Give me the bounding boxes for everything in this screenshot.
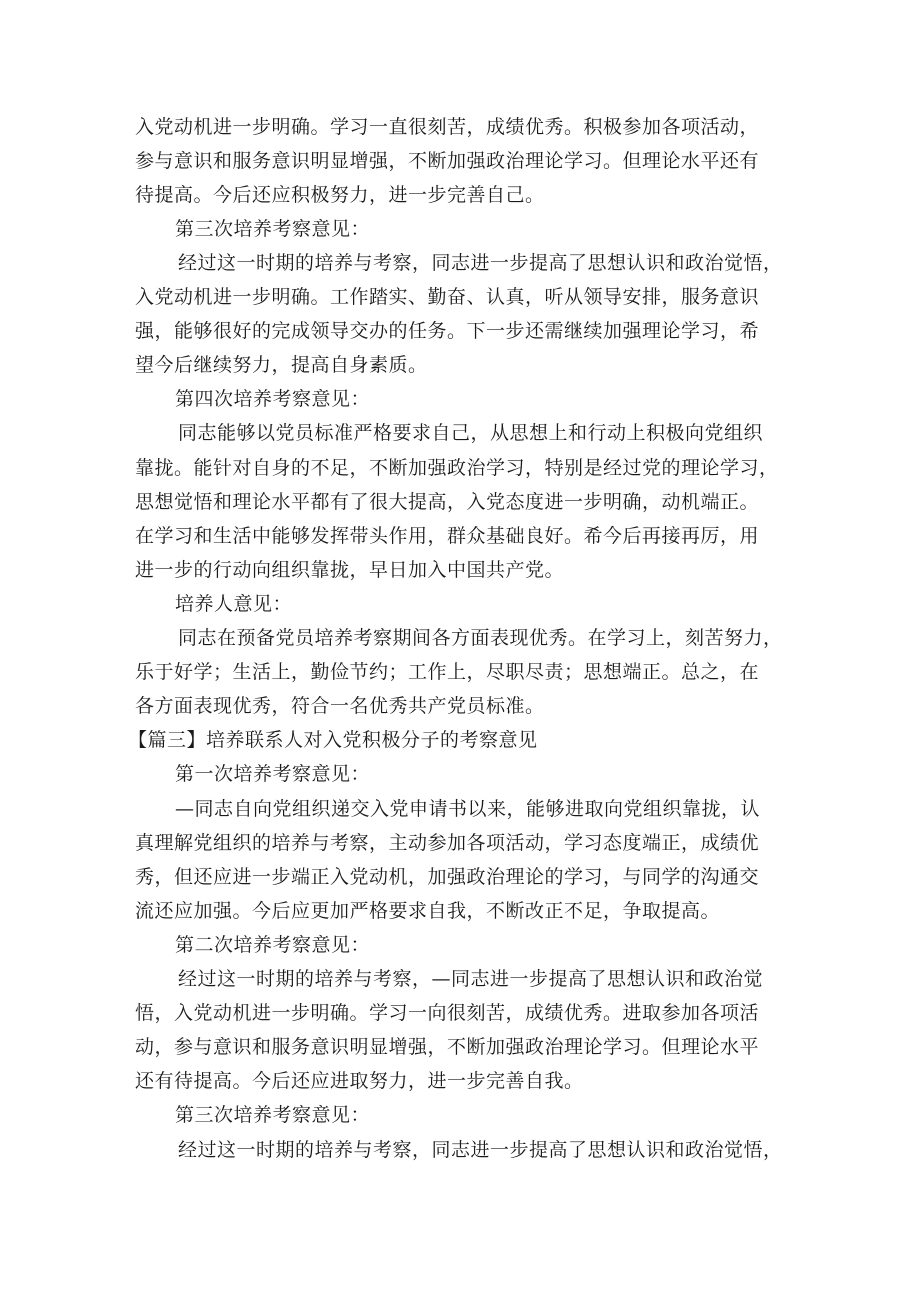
text-line: 各方面表现优秀，符合一名优秀共产党员标准。 <box>135 695 545 717</box>
section-heading: 第一次培养考察意见： <box>175 763 371 785</box>
text-line: 入党动机进一步明确。工作踏实、勤奋、认真，听从领导安排，服务意识 <box>135 286 760 308</box>
section-heading: 第三次培养考察意见： <box>175 218 371 240</box>
text-line: 经过这一时期的培养与考察，—同志进一步提高了思想认识和政治觉 <box>178 968 764 990</box>
section-heading: 第三次培养考察意见： <box>175 1104 371 1126</box>
text-line: 还有待提高。今后还应进取努力，进一步完善自我。 <box>135 1070 584 1092</box>
text-line: 秀，但还应进一步端正入党动机，加强政治理论的学习，与同学的沟通交 <box>135 866 760 888</box>
text-line: 在学习和生活中能够发挥带头作用，群众基础良好。希今后再接再厉，用 <box>135 525 760 547</box>
text-line: 待提高。今后还应积极努力，进一步完善自己。 <box>135 184 545 206</box>
text-line: 同志在预备党员培养考察期间各方面表现优秀。在学习上，刻苦努力， <box>178 627 783 649</box>
chapter-title: 【篇三】培养联系人对入党积极分子的考察意见 <box>128 729 538 751</box>
text-line: 真理解党组织的培养与考察，主动参加各项活动，学习态度端正，成绩优 <box>135 832 760 854</box>
text-line: 悟，入党动机进一步明确。学习一向很刻苦，成绩优秀。进取参加各项活 <box>135 1002 760 1024</box>
text-line: 思想觉悟和理论水平都有了很大提高，入党态度进一步明确，动机端正。 <box>135 491 760 513</box>
text-line: 动，参与意识和服务意识明显增强，不断加强政治理论学习。但理论水平 <box>135 1036 760 1058</box>
section-heading: 第四次培养考察意见： <box>175 388 371 410</box>
text-line: 参与意识和服务意识明显增强，不断加强政治理论学习。但理论水平还有 <box>135 150 760 172</box>
section-heading: 培养人意见： <box>175 593 293 615</box>
section-heading: 第二次培养考察意见： <box>175 934 371 956</box>
text-line: 经过这一时期的培养与考察，同志进一步提高了思想认识和政治觉悟， <box>178 1139 783 1161</box>
text-line: 乐于好学；生活上，勤俭节约；工作上，尽职尽责；思想端正。总之，在 <box>135 661 760 683</box>
text-line: 进一步的行动向组织靠拢，早日加入中国共产党。 <box>135 559 565 581</box>
text-line: 入党动机进一步明确。学习一直很刻苦，成绩优秀。积极参加各项活动， <box>135 116 760 138</box>
text-line: 强，能够很好的完成领导交办的任务。下一步还需继续加强理论学习，希 <box>135 320 760 342</box>
text-line: 望今后继续努力，提高自身素质。 <box>135 354 428 376</box>
text-line: 同志能够以党员标准严格要求自己，从思想上和行动上积极向党组织 <box>178 422 764 444</box>
text-line: 靠拢。能针对自身的不足，不断加强政治学习，特别是经过党的理论学习， <box>135 457 779 479</box>
text-line: 经过这一时期的培养与考察，同志进一步提高了思想认识和政治觉悟， <box>178 252 783 274</box>
text-line: —同志自向党组织递交入党申请书以来，能够进取向党组织靠拢，认 <box>175 798 761 820</box>
text-line: 流还应加强。今后应更加严格要求自我，不断改正不足，争取提高。 <box>135 900 721 922</box>
